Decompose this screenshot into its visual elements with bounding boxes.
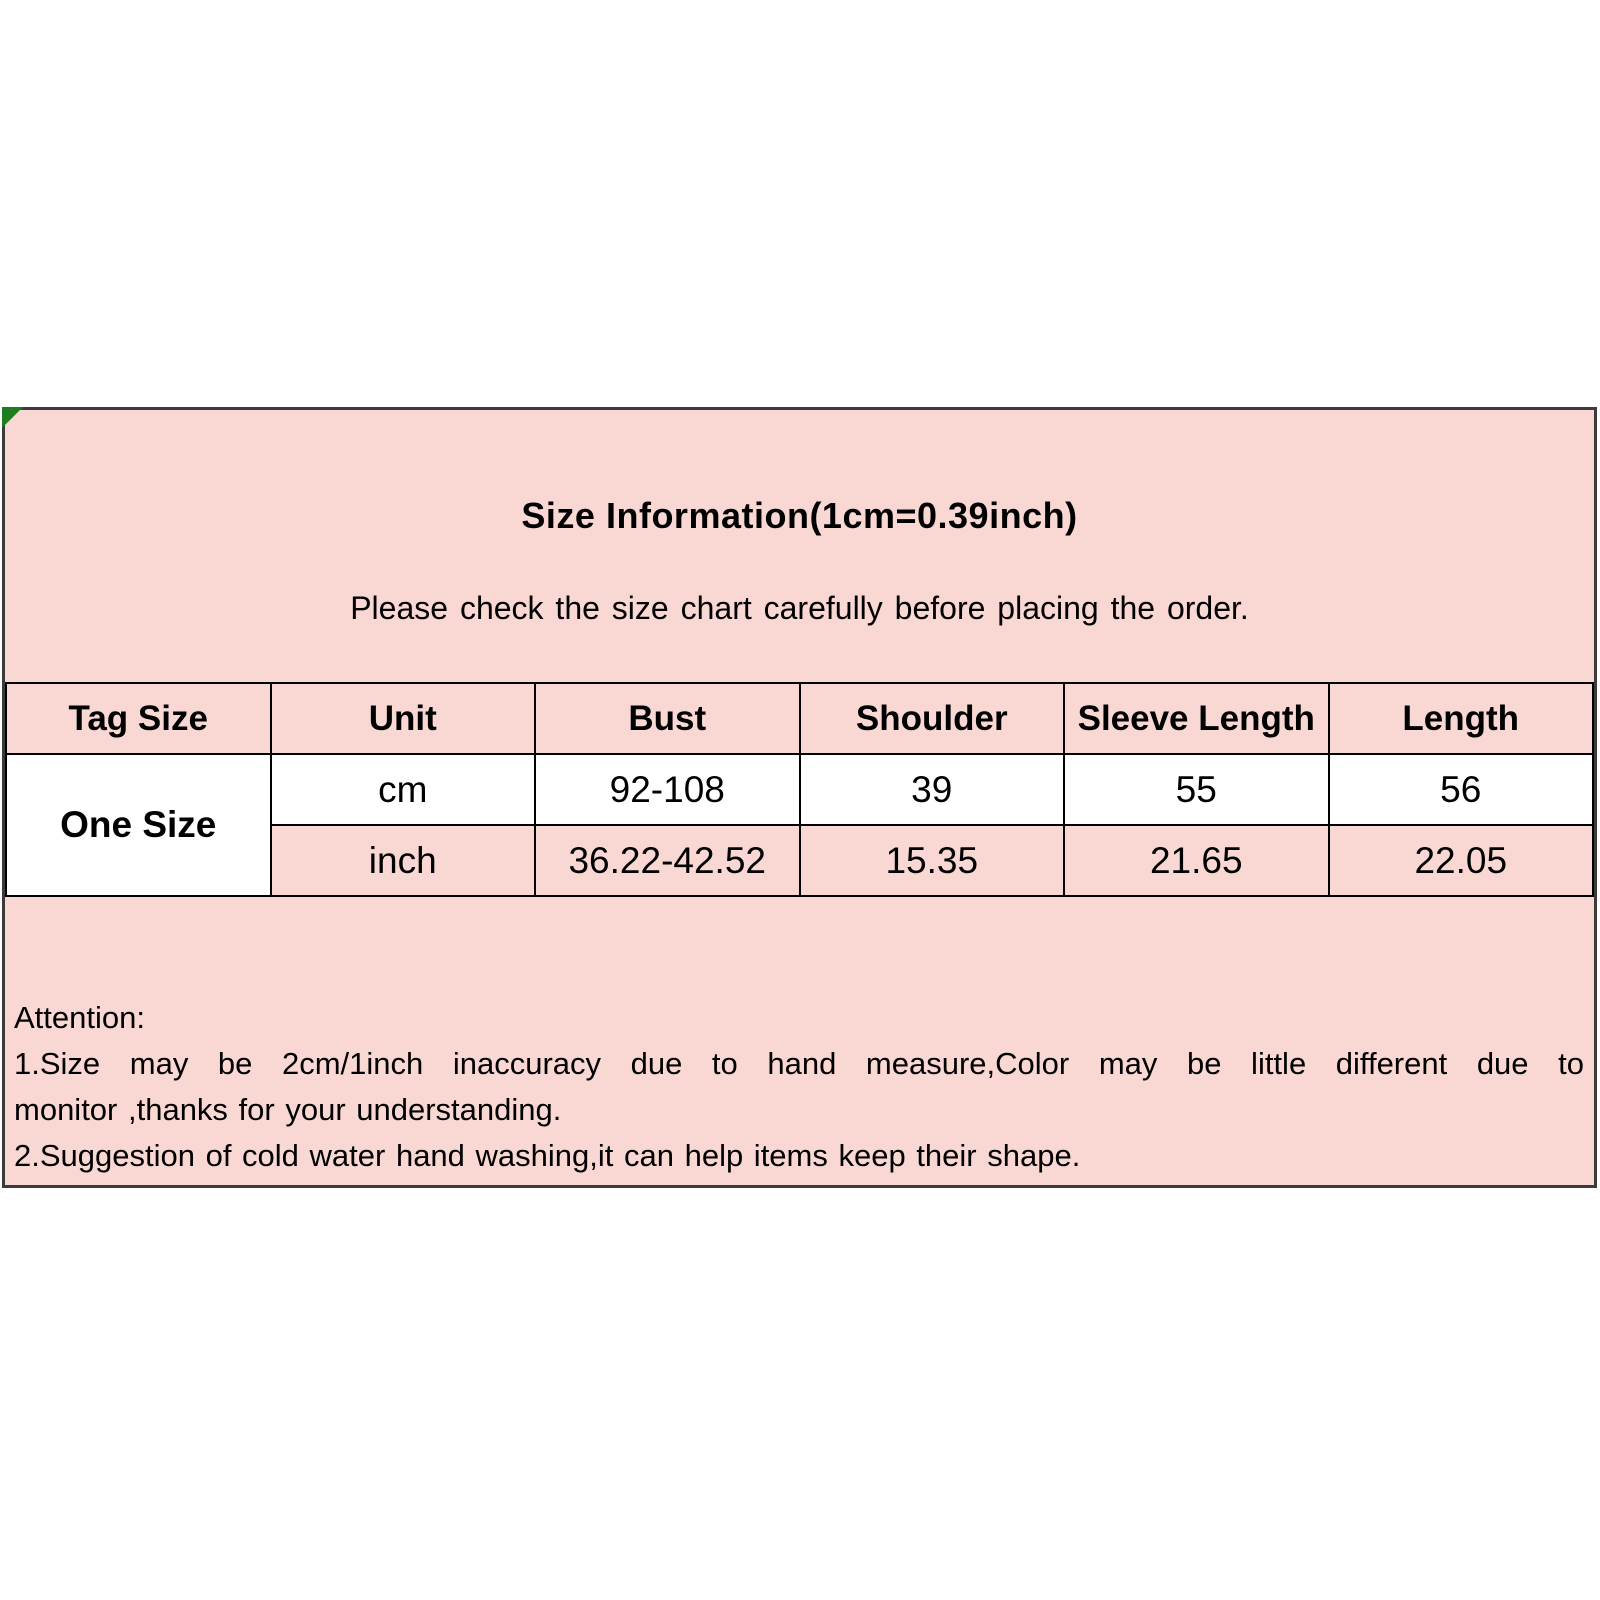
attention-line-3: 2.Suggestion of cold water hand washing,it can help items keep their shape. bbox=[14, 1138, 1081, 1173]
col-header-length: Length bbox=[1329, 683, 1594, 754]
col-header-unit: Unit bbox=[271, 683, 536, 754]
bust-cm-cell: 92-108 bbox=[535, 754, 800, 825]
page-title: Size Information(1cm=0.39inch) bbox=[521, 495, 1078, 536]
attention-line-2: monitor ,thanks for your understanding. bbox=[14, 1092, 562, 1127]
length-inch-cell: 22.05 bbox=[1329, 825, 1594, 896]
size-table-header bbox=[6, 683, 1593, 754]
size-table-header-row bbox=[6, 683, 1593, 754]
bust-inch-cell: 36.22-42.52 bbox=[535, 825, 800, 896]
size-info-panel bbox=[2, 407, 1597, 1188]
shoulder-cm-cell: 39 bbox=[800, 754, 1065, 825]
col-header-tag-size: Tag Size bbox=[6, 683, 271, 754]
table-row-cm bbox=[6, 754, 1593, 825]
shoulder-inch-cell: 15.35 bbox=[800, 825, 1065, 896]
corner-marker-icon bbox=[2, 407, 23, 428]
sleeve-length-inch-cell: 21.65 bbox=[1064, 825, 1329, 896]
length-cm-cell: 56 bbox=[1329, 754, 1594, 825]
sleeve-length-cm-cell: 55 bbox=[1064, 754, 1329, 825]
col-header-sleeve-length: Sleeve Length bbox=[1064, 683, 1329, 754]
col-header-shoulder: Shoulder bbox=[800, 683, 1065, 754]
attention-section bbox=[5, 995, 1594, 1179]
size-table bbox=[5, 682, 1594, 897]
tag-size-value: One Size bbox=[6, 754, 271, 896]
size-chart-notice: Please check the size chart carefully before placing the order. bbox=[350, 590, 1249, 626]
attention-line-1: 1.Size may be 2cm/1inch inaccuracy due to hand measure,Color may be little different due to bbox=[14, 1046, 1584, 1081]
attention-heading: Attention: bbox=[14, 1000, 145, 1035]
unit-inch-cell: inch bbox=[271, 825, 536, 896]
col-header-bust: Bust bbox=[535, 683, 800, 754]
unit-cm-cell: cm bbox=[271, 754, 536, 825]
size-table-body bbox=[6, 754, 1593, 896]
